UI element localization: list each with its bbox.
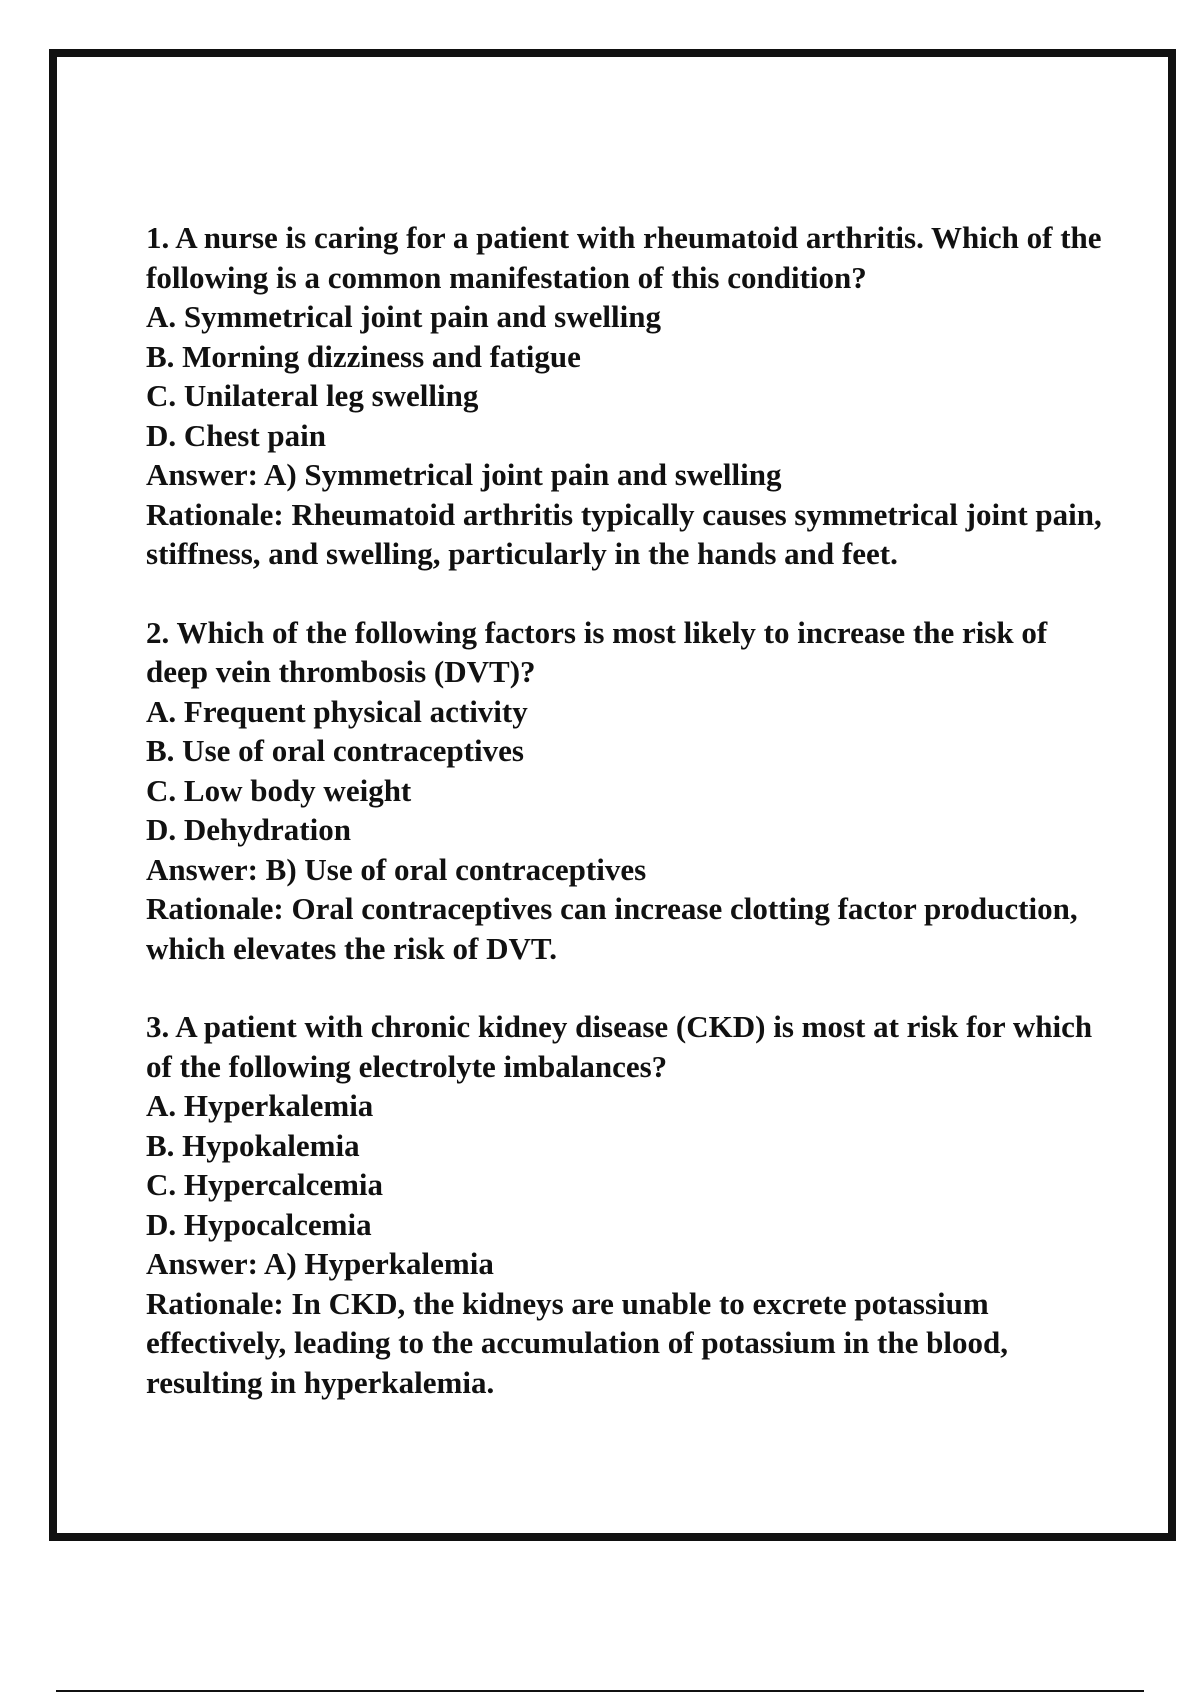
answer-line: Answer: A) Hyperkalemia (146, 1246, 494, 1281)
question-block-2 (146, 613, 1106, 969)
option-c: C. Hypercalcemia (146, 1167, 384, 1202)
option-a: A. Frequent physical activity (146, 693, 528, 729)
question-stem: 2. Which of the following factors is most likely to increase the risk of deep vein thrombosis (DVT)? (146, 614, 1048, 689)
option-b: B. Hypokalemia (146, 1127, 360, 1163)
option-d: D. Dehydration (146, 812, 351, 847)
option-c: C. Unilateral leg swelling (146, 378, 479, 413)
option-b: B. Morning dizziness and fatigue (146, 338, 581, 374)
option-b: B. Use of oral contraceptives (146, 733, 524, 768)
rationale-text: Rationale: In CKD, the kidneys are unable to excrete potassium effectively, leading to the accumulation of potassium in the blood, resulting in hyperkalemia. (146, 1285, 1008, 1400)
question-block-3 (146, 1007, 1106, 1402)
option-a: A. Hyperkalemia (146, 1088, 374, 1123)
question-block-1 (146, 218, 1106, 574)
rationale-text: Rationale: Oral contraceptives can increase clotting factor production, which elevates the risk of DVT. (146, 891, 1078, 966)
footer-divider-line (56, 1690, 1144, 1692)
answer-line: Answer: A) Symmetrical joint pain and swelling (146, 457, 782, 492)
option-c: C. Low body weight (146, 772, 412, 808)
answer-line: Answer: B) Use of oral contraceptives (146, 851, 647, 887)
option-d: D. Chest pain (146, 417, 327, 453)
quiz-content (146, 218, 1106, 1441)
question-stem: 1. A nurse is caring for a patient with rheumatoid arthritis. Which of the following is a common manifestation of this condition? (146, 220, 1102, 295)
option-d: D. Hypocalcemia (146, 1206, 372, 1242)
question-stem: 3. A patient with chronic kidney disease (CKD) is most at risk for which of the following electrolyte imbalances? (146, 1009, 1093, 1084)
option-a: A. Symmetrical joint pain and swelling (146, 299, 661, 334)
rationale-text: Rationale: Rheumatoid arthritis typically causes symmetrical joint pain, stiffness, and swelling, particularly in the hands and feet. (146, 496, 1102, 571)
